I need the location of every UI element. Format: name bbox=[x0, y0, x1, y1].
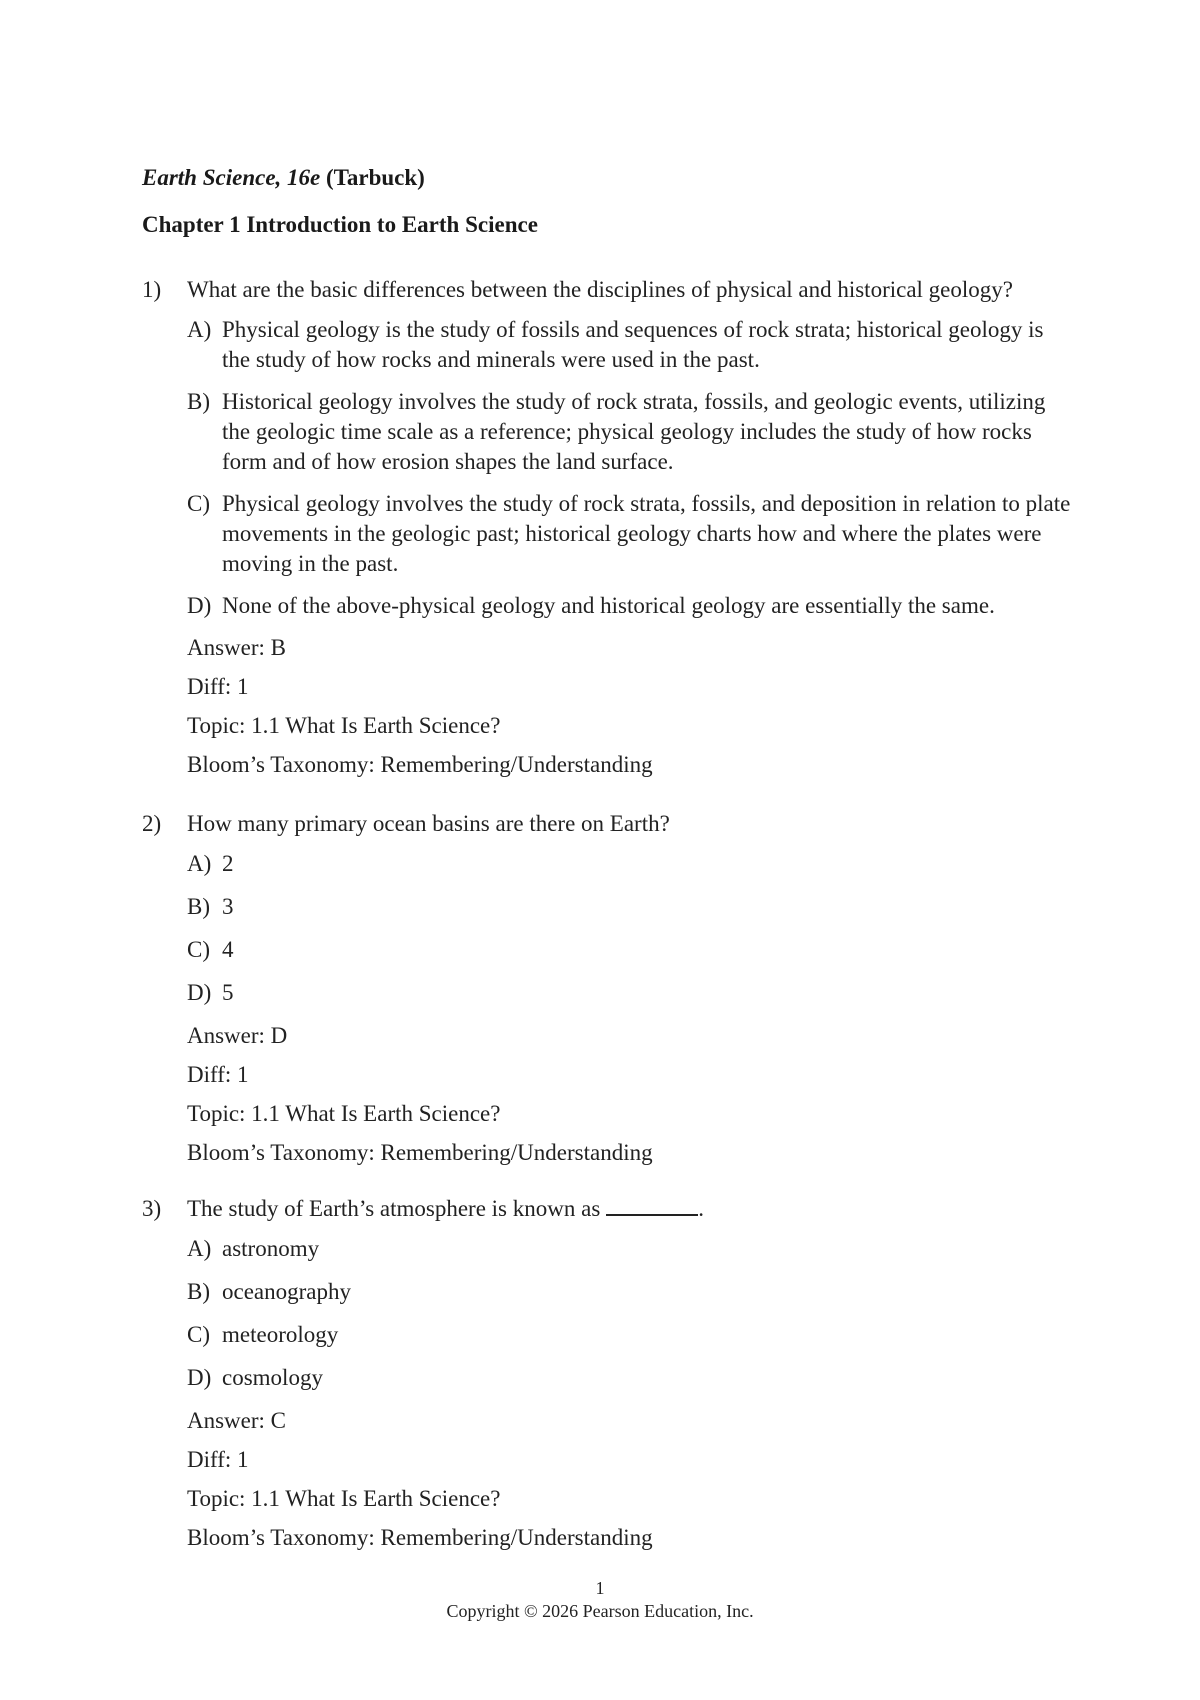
answer-line: Answer: B bbox=[187, 635, 287, 660]
question-stem bbox=[142, 275, 1072, 305]
chapter-title: Chapter 1 Introduction to Earth Science bbox=[142, 212, 538, 237]
option-text: oceanography bbox=[222, 1279, 351, 1304]
question-number: 2) bbox=[142, 811, 162, 836]
option-letter: D) bbox=[187, 1365, 212, 1390]
option-letter: C) bbox=[187, 1322, 210, 1347]
option-c bbox=[187, 1320, 1072, 1350]
bloom-line: Bloom’s Taxonomy: Remembering/Understanding bbox=[187, 752, 653, 777]
option-letter: B) bbox=[187, 389, 210, 414]
answer-options bbox=[187, 849, 1072, 1008]
option-letter: D) bbox=[187, 980, 212, 1005]
option-c bbox=[187, 489, 1072, 579]
copyright-notice: Copyright © 2026 Pearson Education, Inc. bbox=[446, 1601, 754, 1621]
option-letter: C) bbox=[187, 491, 210, 516]
question-metadata bbox=[187, 1406, 1072, 1553]
question-text: What are the basic differences between the disciplines of physical and historical geology? bbox=[187, 277, 1013, 302]
answer-line: Answer: C bbox=[187, 1408, 287, 1433]
difficulty-line: Diff: 1 bbox=[187, 1447, 249, 1472]
option-text: Physical geology involves the study of rock strata, fossils, and deposition in relation to plate movements in the geologic past; historical geology charts how and where the plates were moving in the past. bbox=[222, 491, 1071, 576]
option-text: 4 bbox=[222, 937, 234, 962]
fill-in-blank bbox=[606, 1196, 698, 1216]
option-a bbox=[187, 1234, 1072, 1264]
bloom-line: Bloom’s Taxonomy: Remembering/Understanding bbox=[187, 1525, 653, 1550]
question-number: 3) bbox=[142, 1196, 162, 1221]
topic-line: Topic: 1.1 What Is Earth Science? bbox=[187, 1101, 501, 1126]
option-c bbox=[187, 935, 1072, 965]
question-stem bbox=[142, 1194, 1072, 1224]
topic-line: Topic: 1.1 What Is Earth Science? bbox=[187, 1486, 501, 1511]
option-b bbox=[187, 892, 1072, 922]
option-text: 2 bbox=[222, 851, 234, 876]
difficulty-line: Diff: 1 bbox=[187, 674, 249, 699]
option-text: cosmology bbox=[222, 1365, 323, 1390]
option-letter: D) bbox=[187, 593, 212, 618]
option-text: None of the above-physical geology and historical geology are essentially the same. bbox=[222, 593, 995, 618]
question-stem bbox=[142, 809, 1072, 839]
option-text: astronomy bbox=[222, 1236, 320, 1261]
option-text: Historical geology involves the study of rock strata, fossils, and geologic events, utilizing the geologic time scale as a reference; physical geology includes the study of how rocks form and of how erosion shapes the land surface. bbox=[222, 389, 1046, 474]
question-3 bbox=[142, 1194, 1072, 1562]
book-title-italic: Earth Science, 16e bbox=[142, 165, 321, 190]
question-text-wrapper bbox=[187, 1194, 1072, 1224]
option-d bbox=[187, 1363, 1072, 1393]
option-text: 3 bbox=[222, 894, 234, 919]
option-d bbox=[187, 591, 1072, 621]
option-b bbox=[187, 1277, 1072, 1307]
question-2 bbox=[142, 809, 1072, 1177]
book-title bbox=[142, 165, 425, 191]
question-1 bbox=[142, 275, 1072, 789]
option-letter: A) bbox=[187, 317, 212, 342]
question-text-end: . bbox=[698, 1196, 705, 1221]
option-letter: A) bbox=[187, 851, 212, 876]
question-metadata bbox=[187, 1021, 1072, 1168]
topic-line: Topic: 1.1 What Is Earth Science? bbox=[187, 713, 501, 738]
option-text: meteorology bbox=[222, 1322, 339, 1347]
option-d bbox=[187, 978, 1072, 1008]
answer-options bbox=[187, 1234, 1072, 1393]
question-number: 1) bbox=[142, 277, 162, 302]
book-author: (Tarbuck) bbox=[320, 165, 425, 190]
question-text: How many primary ocean basins are there on Earth? bbox=[187, 811, 670, 836]
page-number: 1 bbox=[595, 1578, 605, 1598]
option-text: Physical geology is the study of fossils and sequences of rock strata; historical geology is the study of how rocks and minerals were used in the past. bbox=[222, 317, 1044, 372]
bloom-line: Bloom’s Taxonomy: Remembering/Understanding bbox=[187, 1140, 653, 1165]
option-b bbox=[187, 387, 1072, 477]
option-letter: C) bbox=[187, 937, 210, 962]
option-a bbox=[187, 315, 1072, 375]
difficulty-line: Diff: 1 bbox=[187, 1062, 249, 1087]
option-a bbox=[187, 849, 1072, 879]
option-text: 5 bbox=[222, 980, 234, 1005]
option-letter: B) bbox=[187, 894, 210, 919]
option-letter: B) bbox=[187, 1279, 210, 1304]
question-text: The study of Earth’s atmosphere is known as bbox=[187, 1196, 601, 1221]
question-metadata bbox=[187, 633, 1072, 780]
option-letter: A) bbox=[187, 1236, 212, 1261]
answer-options bbox=[187, 315, 1072, 621]
answer-line: Answer: D bbox=[187, 1023, 288, 1048]
